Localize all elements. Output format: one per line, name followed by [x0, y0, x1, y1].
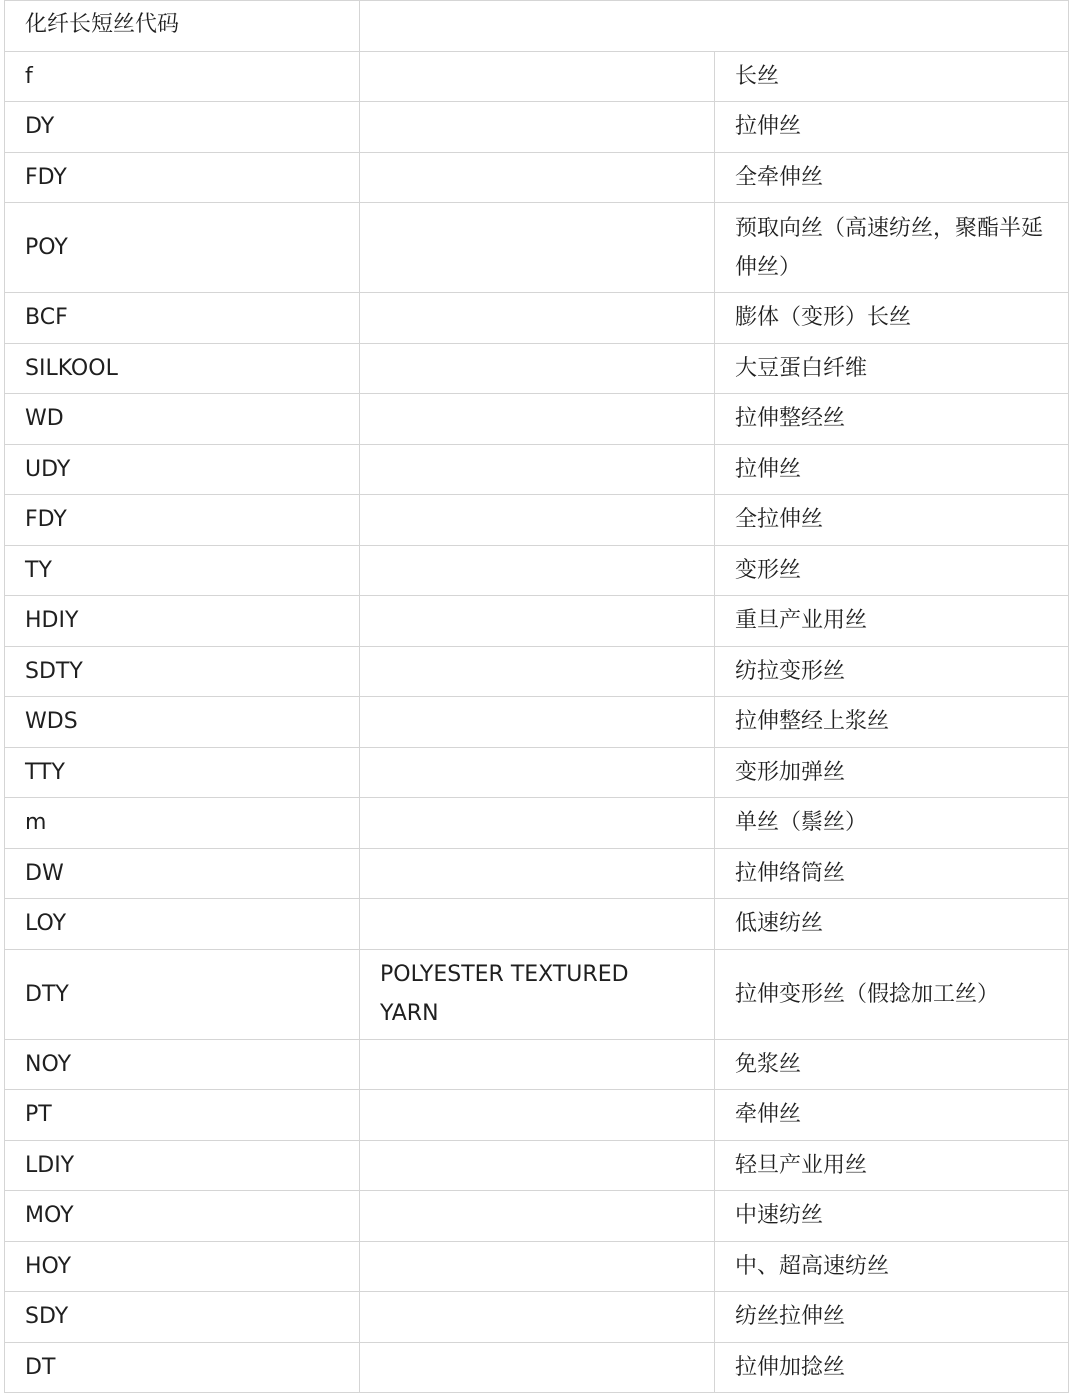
- chinese-name-cell: 全牵伸丝: [715, 152, 1069, 203]
- table-header-empty-cell: [360, 1, 1069, 52]
- code-cell: UDY: [5, 444, 360, 495]
- english-name-cell: [360, 697, 715, 748]
- english-name-cell: [360, 1191, 715, 1242]
- code-cell: DTY: [5, 949, 360, 1039]
- table-row: [5, 1140, 1069, 1191]
- table-row: [5, 152, 1069, 203]
- chinese-name-cell: 膨体（变形）长丝: [715, 293, 1069, 344]
- code-cell: POY: [5, 203, 360, 293]
- english-name-cell: [360, 343, 715, 394]
- english-name-cell: [360, 102, 715, 153]
- table-row: [5, 899, 1069, 950]
- chinese-name-cell: 纺拉变形丝: [715, 646, 1069, 697]
- fiber-code-table: [4, 0, 1069, 1393]
- code-cell: TTY: [5, 747, 360, 798]
- table-header-row: [5, 1, 1069, 52]
- english-name-cell: [360, 203, 715, 293]
- code-cell: FDY: [5, 152, 360, 203]
- table-row: [5, 798, 1069, 849]
- chinese-name-cell: 轻旦产业用丝: [715, 1140, 1069, 1191]
- table-row: [5, 102, 1069, 153]
- table-row: [5, 1191, 1069, 1242]
- english-name-cell: POLYESTER TEXTURED YARN: [360, 949, 715, 1039]
- table-row: [5, 949, 1069, 1039]
- code-cell: WD: [5, 394, 360, 445]
- english-name-cell: [360, 1241, 715, 1292]
- english-name-cell: [360, 51, 715, 102]
- english-name-cell: [360, 1090, 715, 1141]
- code-cell: NOY: [5, 1039, 360, 1090]
- english-name-cell: [360, 848, 715, 899]
- table-row: [5, 495, 1069, 546]
- table-row: [5, 444, 1069, 495]
- code-cell: LDIY: [5, 1140, 360, 1191]
- chinese-name-cell: 纺丝拉伸丝: [715, 1292, 1069, 1343]
- english-name-cell: [360, 152, 715, 203]
- english-name-cell: [360, 747, 715, 798]
- english-name-cell: [360, 394, 715, 445]
- code-cell: HDIY: [5, 596, 360, 647]
- table-row: [5, 394, 1069, 445]
- code-cell: DT: [5, 1342, 360, 1393]
- chinese-name-cell: 中速纺丝: [715, 1191, 1069, 1242]
- table-row: [5, 848, 1069, 899]
- table-row: [5, 1241, 1069, 1292]
- code-cell: SILKOOL: [5, 343, 360, 394]
- code-table-container: [4, 0, 1068, 1393]
- table-row: [5, 596, 1069, 647]
- english-name-cell: [360, 899, 715, 950]
- chinese-name-cell: 长丝: [715, 51, 1069, 102]
- chinese-name-cell: 中、超高速纺丝: [715, 1241, 1069, 1292]
- chinese-name-cell: 变形加弹丝: [715, 747, 1069, 798]
- chinese-name-cell: 单丝（鬃丝）: [715, 798, 1069, 849]
- code-cell: SDY: [5, 1292, 360, 1343]
- chinese-name-cell: 拉伸变形丝（假捻加工丝）: [715, 949, 1069, 1039]
- table-header-cell: 化纤长短丝代码: [5, 1, 360, 52]
- code-cell: SDTY: [5, 646, 360, 697]
- table-row: [5, 1090, 1069, 1141]
- table-row: [5, 1342, 1069, 1393]
- code-cell: PT: [5, 1090, 360, 1141]
- chinese-name-cell: 牵伸丝: [715, 1090, 1069, 1141]
- chinese-name-cell: 全拉伸丝: [715, 495, 1069, 546]
- code-cell: DW: [5, 848, 360, 899]
- chinese-name-cell: 拉伸络筒丝: [715, 848, 1069, 899]
- english-name-cell: [360, 545, 715, 596]
- code-cell: m: [5, 798, 360, 849]
- chinese-name-cell: 拉伸丝: [715, 444, 1069, 495]
- table-row: [5, 697, 1069, 748]
- chinese-name-cell: 大豆蛋白纤维: [715, 343, 1069, 394]
- code-cell: WDS: [5, 697, 360, 748]
- chinese-name-cell: 拉伸丝: [715, 102, 1069, 153]
- chinese-name-cell: 变形丝: [715, 545, 1069, 596]
- english-name-cell: [360, 1039, 715, 1090]
- english-name-cell: [360, 646, 715, 697]
- table-row: [5, 1039, 1069, 1090]
- english-name-cell: [360, 1342, 715, 1393]
- table-row: [5, 203, 1069, 293]
- code-cell: MOY: [5, 1191, 360, 1242]
- table-row: [5, 343, 1069, 394]
- chinese-name-cell: 拉伸整经丝: [715, 394, 1069, 445]
- chinese-name-cell: 拉伸加捻丝: [715, 1342, 1069, 1393]
- code-cell: LOY: [5, 899, 360, 950]
- table-row: [5, 51, 1069, 102]
- chinese-name-cell: 预取向丝（高速纺丝，聚酯半延伸丝）: [715, 203, 1069, 293]
- english-name-cell: [360, 798, 715, 849]
- english-name-cell: [360, 293, 715, 344]
- english-name-cell: [360, 1292, 715, 1343]
- table-row: [5, 1292, 1069, 1343]
- table-row: [5, 747, 1069, 798]
- english-name-cell: [360, 495, 715, 546]
- chinese-name-cell: 低速纺丝: [715, 899, 1069, 950]
- english-name-cell: [360, 1140, 715, 1191]
- english-name-cell: [360, 596, 715, 647]
- table-row: [5, 293, 1069, 344]
- code-cell: DY: [5, 102, 360, 153]
- code-cell: f: [5, 51, 360, 102]
- code-cell: FDY: [5, 495, 360, 546]
- chinese-name-cell: 拉伸整经上浆丝: [715, 697, 1069, 748]
- english-name-cell: [360, 444, 715, 495]
- code-cell: BCF: [5, 293, 360, 344]
- table-row: [5, 545, 1069, 596]
- chinese-name-cell: 免浆丝: [715, 1039, 1069, 1090]
- chinese-name-cell: 重旦产业用丝: [715, 596, 1069, 647]
- code-cell: TY: [5, 545, 360, 596]
- table-row: [5, 646, 1069, 697]
- code-cell: HOY: [5, 1241, 360, 1292]
